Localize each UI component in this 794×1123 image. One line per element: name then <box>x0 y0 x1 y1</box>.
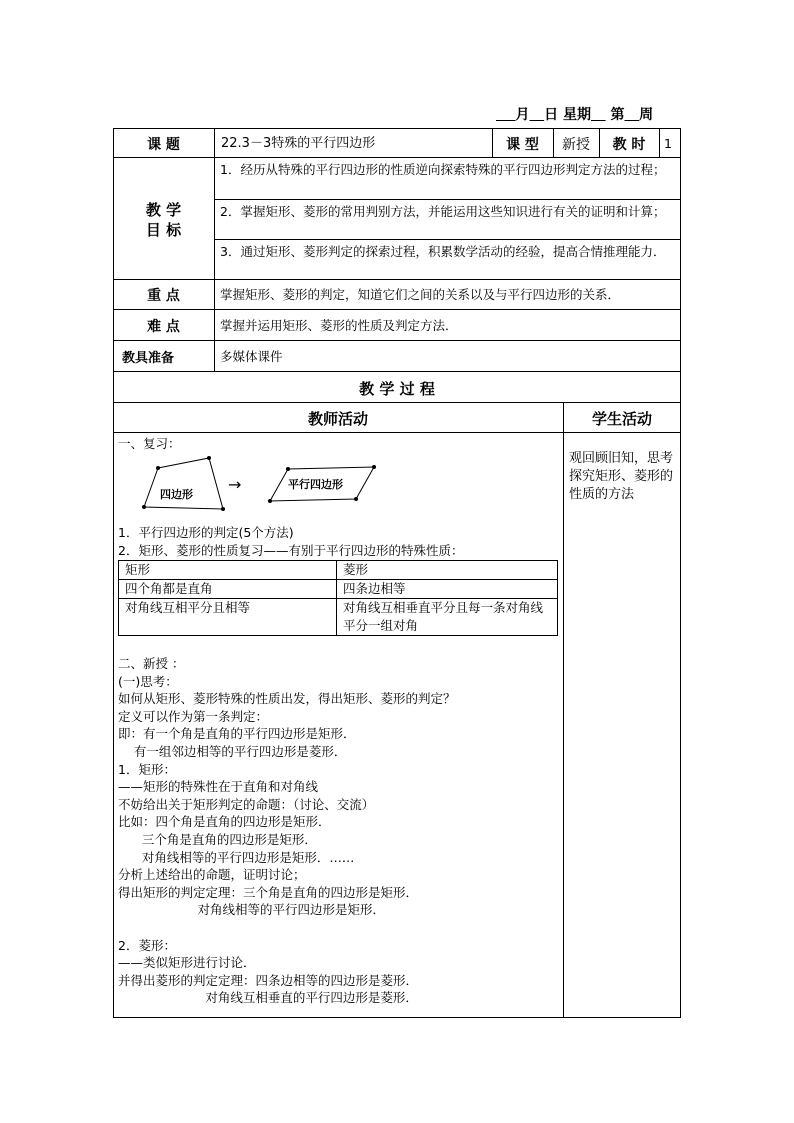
text-line: 并得出菱形的判定定理：四条边相等的四边形是菱形． <box>118 972 419 988</box>
key-label: 重 点 <box>147 288 180 304</box>
text-line: 对角线互相垂直的平行四边形是菱形． <box>118 990 418 1006</box>
figure-right-label: 平行四边形 <box>288 478 343 491</box>
difficulty-label: 难 点 <box>147 319 180 335</box>
topic-value: 22.3－3特殊的平行四边形 <box>221 136 376 151</box>
type-value: 新授 <box>562 137 590 153</box>
row-divider <box>113 340 681 341</box>
text-line: ——矩形的特殊性在于直角和对角线 <box>118 779 319 795</box>
vertex-dot <box>354 497 358 501</box>
vertex-dot <box>268 499 272 503</box>
text-line: 二、新授 ： <box>118 656 185 671</box>
student-activity-header: 学生活动 <box>591 410 652 428</box>
figure-left-label: 四边形 <box>160 488 193 501</box>
weekday-label: 星期 <box>563 107 591 123</box>
text-line: 对角线相等的平行四边形是矩形．…… <box>118 849 355 865</box>
topic-label: 课 题 <box>147 137 180 153</box>
table-cell: 菱形 <box>337 561 558 580</box>
process-title: 教 学 过 程 <box>359 380 435 398</box>
goals-label-line1: 教 学 <box>145 201 182 219</box>
review-heading: 一、复习： <box>118 436 181 451</box>
new-lesson-section <box>118 655 456 1007</box>
text-line: 有一组邻边相等的平行四边形是菱形． <box>118 743 347 759</box>
month-label: 月 <box>515 107 530 123</box>
row-divider <box>214 239 681 240</box>
text-line: 如何从矩形、菱形特殊的性质出发，得出矩形、菱形的判定？ <box>118 691 456 707</box>
col-divider <box>214 128 215 371</box>
tools-label: 教具准备 <box>121 351 174 366</box>
text-line: 定义可以作为第一条判定： <box>118 708 269 724</box>
hours-value: 1 <box>664 136 672 151</box>
text-line: 2．菱形： <box>118 937 176 953</box>
student-activity-text: 观回顾旧知，思考探究矩形、菱形的性质的方法 <box>569 451 674 502</box>
row-divider <box>214 199 681 200</box>
review-line: 1．平行四边形的判定(5个方法) <box>118 525 294 540</box>
col-divider <box>659 128 660 157</box>
key-value: 掌握矩形、菱形的判定，知道它们之间的关系以及与平行四边形的关系． <box>220 287 621 302</box>
goal-item: 3．通过矩形、菱形判定的探索过程，积累数学活动的经验，提高合情推理能力． <box>220 244 666 259</box>
text-line: 得出矩形的判定定理：三个角是直角的四边形是矩形． <box>118 884 419 900</box>
vertex-dot <box>142 505 146 509</box>
table-cell: 矩形 <box>119 561 337 580</box>
text-line: 1．矩形： <box>118 761 176 777</box>
day-label: 日 <box>544 107 559 123</box>
text-line <box>118 919 456 937</box>
table-row <box>119 580 558 599</box>
week-label: 周 <box>639 107 654 123</box>
text-line: 对角线相等的平行四边形是矩形． <box>118 902 385 918</box>
table-cell: 四条边相等 <box>337 580 558 599</box>
review-line: 2．矩形、菱形的性质复习——有别于平行四边形的特殊性质： <box>118 543 464 558</box>
difficulty-value: 掌握并运用矩形、菱形的性质及判定方法． <box>220 318 458 333</box>
arrow-icon: → <box>228 475 242 494</box>
table-cell: 四个角都是直角 <box>119 580 337 599</box>
week-prefix: 第 <box>610 107 625 123</box>
tools-value: 多媒体课件 <box>220 349 283 364</box>
row-divider <box>113 371 681 372</box>
row-divider <box>113 432 681 433</box>
table-cell: 对角线互相垂直平分且每一条对角线平分一组对角 <box>337 599 558 636</box>
quadrilateral-figures <box>130 455 390 515</box>
text-line: 三个角是直角的四边形是矩形． <box>118 831 317 847</box>
comparison-table <box>118 560 558 636</box>
text-line: 分析上述给出的命题，证明讨论； <box>118 867 306 883</box>
goals-label-line2: 目 标 <box>145 221 182 239</box>
table-row <box>119 599 558 636</box>
row-divider <box>113 309 681 310</box>
text-line: 即：有一个角是直角的平行四边形是矩形． <box>118 726 356 742</box>
col-divider <box>563 402 564 1018</box>
date-header <box>496 104 653 124</box>
text-line: ——类似矩形进行讨论． <box>118 955 256 971</box>
row-divider <box>113 402 681 403</box>
text-line: 不妨给出关于矩形判定的命题：（讨论、交流） <box>118 796 375 812</box>
row-divider <box>113 157 681 158</box>
table-row <box>119 561 558 580</box>
type-label: 课 型 <box>506 137 539 153</box>
table-cell: 对角线互相平分且相等 <box>119 599 337 636</box>
row-divider <box>113 279 681 280</box>
text-line: 比如：四个角是直角的四边形是矩形． <box>118 814 331 830</box>
vertex-dot <box>286 467 290 471</box>
goal-item: 1．经历从特殊的平行四边形的性质逆向探索特殊的平行四边形判定方法的过程； <box>220 162 666 177</box>
vertex-dot <box>372 465 376 469</box>
vertex-dot <box>221 507 225 511</box>
vertex-dot <box>156 466 160 470</box>
text-line: (一)思考： <box>118 673 178 689</box>
hours-label: 教 时 <box>612 137 646 153</box>
vertex-dot <box>207 456 211 460</box>
teacher-activity-header: 教师活动 <box>307 410 368 428</box>
goal-item: 2．掌握矩形、菱形的常用判别方法，并能运用这些知识进行有关的证明和计算； <box>220 204 666 219</box>
